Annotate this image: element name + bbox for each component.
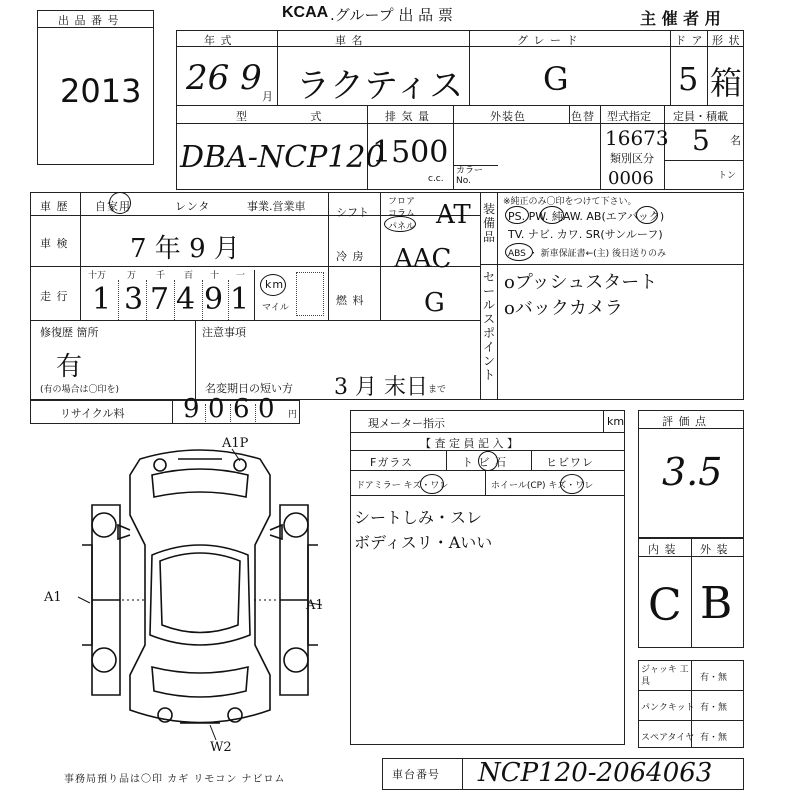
color-label: 外装色	[490, 110, 526, 123]
door-value: 5	[678, 60, 699, 98]
shift-label: シフト	[336, 206, 369, 219]
model-label: 型 式	[236, 110, 352, 123]
month-suffix: 月	[262, 90, 274, 103]
body-type-label: 形 状	[712, 34, 741, 47]
equipment-note: ※純正のみ〇印をつけて下さい。	[503, 197, 637, 207]
interior-value: C	[648, 580, 682, 631]
digit-label: 千	[156, 271, 166, 281]
door-label: ド ア	[675, 34, 704, 47]
office-note: 事務局預り品は〇印 カギ リモコン ナビロム	[64, 774, 286, 785]
private-use-option[interactable]: 自家用	[95, 200, 131, 213]
ac-label: 冷 房	[336, 250, 365, 263]
car-name-value: ラクティス	[296, 66, 464, 106]
capacity-value: 5	[692, 124, 710, 157]
body-type-value: 箱	[710, 64, 743, 102]
digit-label: 十万	[88, 271, 107, 281]
mileage-digit: 7	[150, 282, 170, 317]
inspection-value: 7 年 9 月	[130, 234, 240, 264]
puncture-value[interactable]: 有・無	[700, 703, 728, 713]
digit-label: 一	[236, 271, 246, 281]
fuel-value: G	[424, 288, 445, 318]
damage-mark: A1	[44, 590, 62, 605]
year-value: 26 9	[186, 58, 262, 98]
spare-label: スペアタイヤ	[641, 733, 695, 743]
lot-number-label: 出 品 番 号	[58, 14, 120, 27]
ab-circle	[636, 206, 658, 224]
repair-label: 修復歴 箇所	[40, 326, 99, 339]
car-damage-diagram	[60, 435, 345, 750]
wheel-label: ホイール(CP) キズ・ワレ	[491, 481, 594, 491]
mileage-digit: 1	[92, 282, 112, 317]
model-value: DBA-NCP120	[180, 140, 385, 175]
inspector-header: 【 査 定 員 記 入 】	[420, 437, 518, 450]
mirror-circle	[420, 474, 444, 494]
spare-value[interactable]: 有・無	[700, 733, 728, 743]
mileage-digit: 9	[204, 282, 224, 317]
meter-unit: km	[607, 415, 625, 428]
fuel-label: 燃 料	[336, 294, 365, 307]
brand-logo: KCAA	[282, 4, 329, 21]
car-name-label: 車 名	[335, 34, 364, 47]
mileage-digit: 1	[230, 282, 250, 317]
year-label: 年 式	[204, 34, 233, 47]
history-label: 車 歴	[40, 200, 69, 213]
chassis-value: NCP120-2064063	[478, 758, 713, 788]
grade-label: グ レ ー ド	[517, 34, 579, 47]
inspector-comment: ボディスリ・Aいい	[354, 533, 493, 552]
ac-value: AAC	[394, 244, 452, 274]
digit-label: 十	[210, 271, 220, 281]
pw-circle	[540, 206, 564, 224]
wheel-circle	[560, 474, 584, 494]
floor-option[interactable]: フロア	[388, 197, 416, 207]
displacement-label: 排 気 量	[385, 110, 430, 123]
digit-label: 万	[127, 271, 137, 281]
notes-label: 注意事項	[202, 326, 246, 339]
deadline-label: 名変期日の短い方	[205, 382, 293, 395]
capacity-label: 定員・積載	[673, 110, 728, 123]
chassis-label: 車台番号	[392, 768, 440, 781]
recycle-digit: 6	[233, 394, 250, 424]
type-designation-value: 16673	[605, 126, 669, 150]
digit-label: 百	[184, 271, 194, 281]
puncture-label: パンクキット	[641, 703, 695, 713]
cc-unit: c.c.	[428, 174, 444, 184]
score-value: 3.5	[662, 450, 723, 494]
ton-unit: トン	[718, 171, 737, 181]
displacement-value: 1500	[372, 135, 449, 170]
glass-circle	[478, 451, 498, 471]
panel-option[interactable]: パネル	[388, 222, 416, 232]
type-designation-label: 型式指定	[607, 110, 651, 123]
jack-value[interactable]: 有・無	[700, 673, 728, 683]
repair-note: (有の場合は〇印を)	[40, 385, 120, 395]
recycle-unit: 円	[288, 410, 298, 420]
jack-label: ジャッキ 工 具	[641, 665, 689, 687]
km-option[interactable]: km	[265, 278, 285, 291]
column-option[interactable]: コラム	[388, 209, 415, 219]
sales-points-label: セールスポイント	[482, 270, 495, 382]
damage-mark: A1	[306, 598, 324, 613]
host-label: 主 催 者 用	[640, 9, 721, 28]
form-title: .グループ 出 品 票	[330, 6, 453, 24]
panel-circle	[384, 216, 416, 232]
business-option[interactable]: 事業.営業車	[247, 200, 306, 213]
recycle-label: リサイクル料	[60, 407, 125, 420]
abs-circle	[505, 243, 533, 261]
mileage-label: 走 行	[40, 290, 69, 303]
score-label: 評 価 点	[662, 415, 707, 428]
mile-option[interactable]: マイル	[262, 303, 289, 313]
damage-mark: W2	[210, 740, 232, 755]
deadline-value: 3 月 末日	[334, 375, 428, 400]
capacity-unit: 名	[730, 134, 742, 147]
glass-label: Fガラス	[370, 456, 413, 469]
inspection-label: 車 検	[40, 237, 69, 250]
recycle-digit: 0	[258, 394, 275, 424]
crack-label: ヒビワレ	[546, 456, 594, 469]
mirror-label: ドアミラー キズ・ワレ	[356, 481, 449, 491]
ps-circle	[505, 206, 529, 224]
interior-label: 内 装	[648, 543, 677, 556]
rental-option[interactable]: レンタ	[175, 200, 211, 213]
glass-options: ト ビ 石	[462, 456, 507, 469]
sales-point-item: oバックカメラ	[504, 298, 623, 319]
equipment-line-2: TV. ナビ. カワ. SR(サンルーフ)	[508, 228, 663, 241]
mileage-digit: 3	[124, 282, 144, 317]
equipment-label: 装備品	[482, 202, 495, 244]
km-circle	[260, 274, 286, 296]
category-value: 0006	[608, 168, 654, 189]
recycle-digit: 0	[208, 394, 225, 424]
exterior-label: 外 装	[700, 543, 729, 556]
exterior-value: B	[700, 578, 733, 629]
shift-value: AT	[436, 200, 471, 230]
meter-label: 現メーター指示	[368, 417, 445, 430]
category-label: 類別区分	[610, 152, 654, 165]
deadline-suffix: まで	[428, 385, 447, 395]
color-change-label: 色替	[571, 110, 595, 123]
equipment-line-3: ABS ・ 新車保証書←(主) 後日送りのみ	[508, 249, 667, 259]
equipment-line-1: PS. PW. 純AW. AB(エアバック)	[508, 210, 665, 223]
private-use-circle	[109, 192, 131, 214]
recycle-digit: 9	[183, 394, 200, 424]
damage-mark: A1P	[222, 436, 249, 451]
color-no-label: カラー No.	[456, 166, 484, 186]
repair-value: 有	[56, 352, 83, 382]
grade-value: G	[543, 60, 569, 98]
inspector-comment: シートしみ・スレ	[354, 508, 483, 527]
mileage-digit: 4	[176, 282, 196, 317]
mileage-blank-box	[296, 272, 324, 316]
lot-number: 2013	[60, 72, 142, 110]
sales-point-item: oプッシュスタート	[504, 272, 658, 293]
